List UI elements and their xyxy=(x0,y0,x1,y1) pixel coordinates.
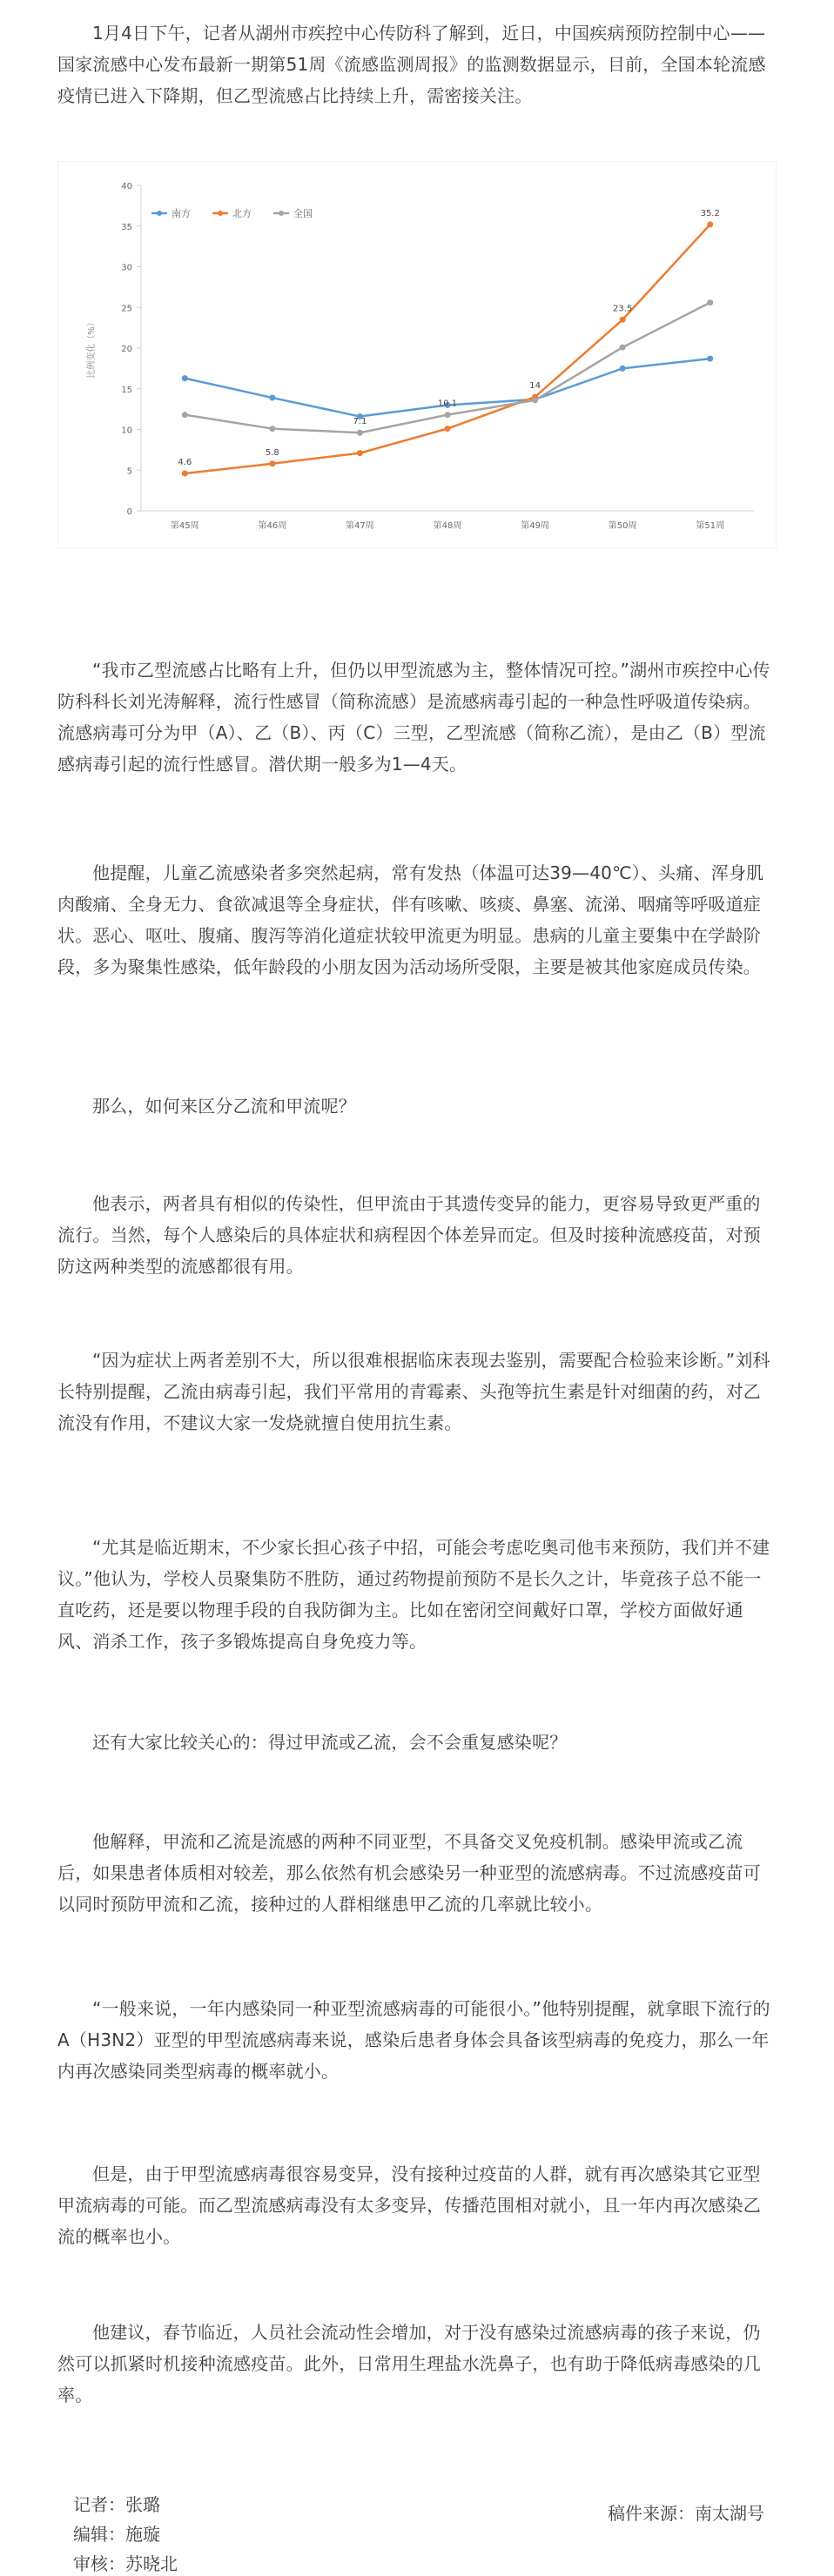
intro-paragraph: 1月4日下午，记者从湖州市疾控中心传防科了解到，近日，中国疾病预防控制中心——国家流感中心发布最新一期第51周《流感监测周报》的监测数据显示，目前，全国本轮流感疫情已进入下降期，但乙型流感占比持续上升，需密接关注。 xyxy=(57,23,766,106)
data-label: 4.6 xyxy=(178,457,192,467)
article-paragraph: “一般来说，一年内感染同一种亚型流感病毒的可能很小。”他特别提醒，就拿眼下流行的A（H3N2）亚型的甲型流感病毒来说，感染后患者身体会具备该型病毒的免疫力，那么一年内再次感染同类型病毒的概率就小。 xyxy=(57,1998,770,2082)
data-point xyxy=(357,450,363,456)
x-tick-label: 第47周 xyxy=(346,521,374,531)
data-label: 10.1 xyxy=(437,399,458,409)
y-tick-label: 25 xyxy=(121,304,132,314)
data-point xyxy=(620,345,626,351)
legend-label: 全国 xyxy=(293,208,313,219)
article-paragraph: “因为症状上两者差别不大，所以很难根据临床表现去鉴别，需要配合检验来诊断。”刘科长特别提醒，乙流由病毒引起，我们平常用的青霉素、头孢等抗生素是针对细菌的药，对乙流没有作用，不建议大家一发烧就擅自使用抗生素。 xyxy=(57,1350,770,1433)
data-label: 35.2 xyxy=(700,208,720,218)
data-point xyxy=(532,397,538,403)
data-point xyxy=(182,375,188,381)
article-paragraph: 但是，由于甲型流感病毒很容易变异，没有接种过疫苗的人群，就有再次感染其它亚型甲流病毒的可能。而乙型流感病毒没有太多变异，传播范围相对就小，且一年内再次感染乙流的概率也小。 xyxy=(57,2163,761,2247)
data-point xyxy=(445,426,451,432)
y-tick-label: 35 xyxy=(121,222,132,232)
y-tick-label: 0 xyxy=(126,507,132,517)
data-point xyxy=(707,221,713,227)
data-point xyxy=(357,430,363,436)
data-point xyxy=(707,299,713,305)
legend-marker xyxy=(279,211,284,216)
chart-frame xyxy=(57,161,777,548)
article-paragraph: 他建议，春节临近，人员社会流动性会增加，对于没有感染过流感病毒的孩子来说，仍然可以抓紧时机接种流感疫苗。此外，日常用生理盐水洗鼻子，也有助于降低病毒感染的几率。 xyxy=(57,2322,761,2405)
x-tick-label: 第49周 xyxy=(521,521,549,531)
data-point xyxy=(182,412,188,418)
reviewer-credit: 审核：苏晓北 xyxy=(73,2553,178,2574)
article-paragraph: 他表示，两者具有相似的传染性，但甲流由于其遗传变异的能力，更容易导致更严重的流行。当然，每个人感染后的具体症状和病程因个体差异而定。但及时接种流感疫苗，对预防这两种类型的流感都很有用。 xyxy=(57,1193,761,1277)
data-point xyxy=(182,470,188,476)
y-axis-label: 比例变化（%） xyxy=(87,318,97,379)
y-tick-label: 40 xyxy=(121,182,132,191)
article-paragraph: “我市乙型流感占比略有上升，但仍以甲型流感为主，整体情况可控。”湖州市疾控中心传防科科长刘光涛解释，流行性感冒（简称流感）是流感病毒引起的一种急性呼吸道传染病。流感病毒可分为甲（A）、乙（B）、丙（C）三型，乙型流感（简称乙流），是由乙（B）型流感病毒引起的流行性感冒。潜伏期一般多为1—4天。 xyxy=(57,660,770,775)
reporter-credit: 记者：张璐 xyxy=(73,2494,160,2515)
legend-label: 北方 xyxy=(232,208,252,219)
y-tick-label: 20 xyxy=(121,345,132,354)
data-point xyxy=(620,317,626,323)
article-paragraph: “尤其是临近期末，不少家长担心孩子中招，可能会考虑吃奥司他韦来预防，我们并不建议。”他认为，学校人员聚集防不胜防，通过药物提前预防不是长久之计，毕竟孩子总不能一直吃药，还是要以物理手段的自我防御为主。比如在密闭空间戴好口罩，学校方面做好通风、消杀工作，孩子多锻炼提高自身免疫力等。 xyxy=(57,1537,770,1652)
article-paragraph: 还有大家比较关心的：得过甲流或乙流，会不会重复感染呢？ xyxy=(92,1732,568,1753)
y-tick-label: 15 xyxy=(121,385,132,395)
article-paragraph: 那么，如何来区分乙流和甲流呢？ xyxy=(92,1096,356,1117)
legend-marker xyxy=(218,211,223,216)
legend-label: 南方 xyxy=(172,208,191,219)
data-label: 23.5 xyxy=(613,304,633,314)
line-chart xyxy=(57,161,777,548)
data-point xyxy=(269,395,275,401)
data-point xyxy=(269,426,275,432)
editor-credit: 编辑：施璇 xyxy=(73,2524,160,2545)
data-point xyxy=(620,366,626,372)
legend-marker xyxy=(157,211,162,216)
data-point xyxy=(269,460,275,466)
x-tick-label: 第45周 xyxy=(170,521,199,531)
x-tick-label: 第46周 xyxy=(258,521,287,531)
y-tick-label: 5 xyxy=(126,466,132,477)
x-tick-label: 第48周 xyxy=(433,521,462,531)
flu-ratio-chart xyxy=(57,161,777,548)
y-tick-label: 30 xyxy=(121,263,132,273)
x-tick-label: 第51周 xyxy=(696,521,725,531)
data-point xyxy=(445,412,451,418)
data-label: 14 xyxy=(529,381,541,392)
data-label: 5.8 xyxy=(265,447,279,458)
article-paragraph: 他提醒，儿童乙流感染者多突然起病，常有发热（体温可达39—40℃）、头痛、浑身肌肉酸痛、全身无力、食欲减退等全身症状，伴有咳嗽、咳痰、鼻塞、流涕、咽痛等呼吸道症状。恶心、呕吐、腹痛、腹泻等消化道症状较甲流更为明显。患病的儿童主要集中在学龄阶段，多为聚集性感染，低年龄段的小朋友因为活动场所受限，主要是被其他家庭成员传染。 xyxy=(57,862,764,977)
article-paragraph: 他解释，甲流和乙流是流感的两种不同亚型，不具备交叉免疫机制。感染甲流或乙流后，如果患者体质相对较差，那么依然有机会感染另一种亚型的流感病毒。不过流感疫苗可以同时预防甲流和乙流，接种过的人群相继患甲乙流的几率就比较小。 xyxy=(57,1831,761,1915)
data-label: 7.1 xyxy=(353,417,367,427)
article-source: 稿件来源：南太湖号 xyxy=(608,2503,764,2524)
data-point xyxy=(707,356,713,362)
x-tick-label: 第50周 xyxy=(608,521,637,531)
y-tick-label: 10 xyxy=(121,426,132,436)
